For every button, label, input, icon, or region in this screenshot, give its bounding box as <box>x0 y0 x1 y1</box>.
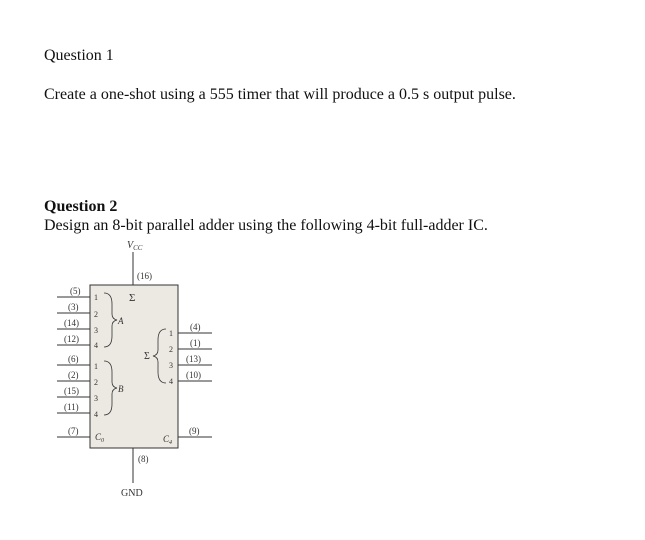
group-b-label: B <box>118 384 124 394</box>
b-pin-2: (2) <box>68 370 79 380</box>
gnd-pin-label: (8) <box>138 454 149 464</box>
vcc-label: $V_{CC}$ <box>127 240 143 252</box>
a-pin-4: (12) <box>64 334 79 344</box>
a-pin-1: (5) <box>70 286 81 296</box>
a-pin-3: (14) <box>64 318 79 328</box>
c4-pin-label: (9) <box>189 426 200 436</box>
c4-label: $C_4$ <box>163 434 173 446</box>
sum-bit-1: 1 <box>169 329 173 338</box>
sum-symbol-top: Σ <box>129 292 136 304</box>
b-bit-2: 2 <box>94 378 98 387</box>
sum-bit-4: 4 <box>169 377 173 386</box>
question-1-text: Create a one-shot using a 555 timer that will produce a 0.5 s output pulse. <box>44 86 516 103</box>
sum-pin-4: (10) <box>186 370 201 380</box>
question-1-heading: Question 1 <box>44 47 114 64</box>
sum-pin-1: (4) <box>190 322 201 332</box>
question-2-heading: Question 2 <box>44 198 118 215</box>
question-2-text: Design an 8-bit parallel adder using the following 4-bit full-adder IC. <box>44 217 488 234</box>
b-pin-1: (6) <box>68 354 79 364</box>
ic-body <box>90 285 178 448</box>
b-bit-1: 1 <box>94 362 98 371</box>
sum-pin-3: (13) <box>186 354 201 364</box>
a-bit-2: 2 <box>94 310 98 319</box>
a-bit-4: 4 <box>94 341 98 350</box>
sum-bit-3: 3 <box>169 361 173 370</box>
b-pin-3: (15) <box>64 386 79 396</box>
sum-pin-2: (1) <box>190 338 201 348</box>
c0-label: $C_0$ <box>95 432 105 444</box>
c0-pin-label: (7) <box>68 426 79 436</box>
b-pin-4: (11) <box>64 402 79 412</box>
gnd-label: GND <box>121 488 143 499</box>
a-pin-2: (3) <box>68 302 79 312</box>
sum-bit-2: 2 <box>169 345 173 354</box>
sum-symbol-side: Σ <box>144 351 150 362</box>
a-bit-1: 1 <box>94 293 98 302</box>
b-bit-3: 3 <box>94 394 98 403</box>
group-a-label: A <box>118 316 124 326</box>
vcc-pin-label: (16) <box>137 271 152 281</box>
b-bit-4: 4 <box>94 410 98 419</box>
a-bit-3: 3 <box>94 326 98 335</box>
